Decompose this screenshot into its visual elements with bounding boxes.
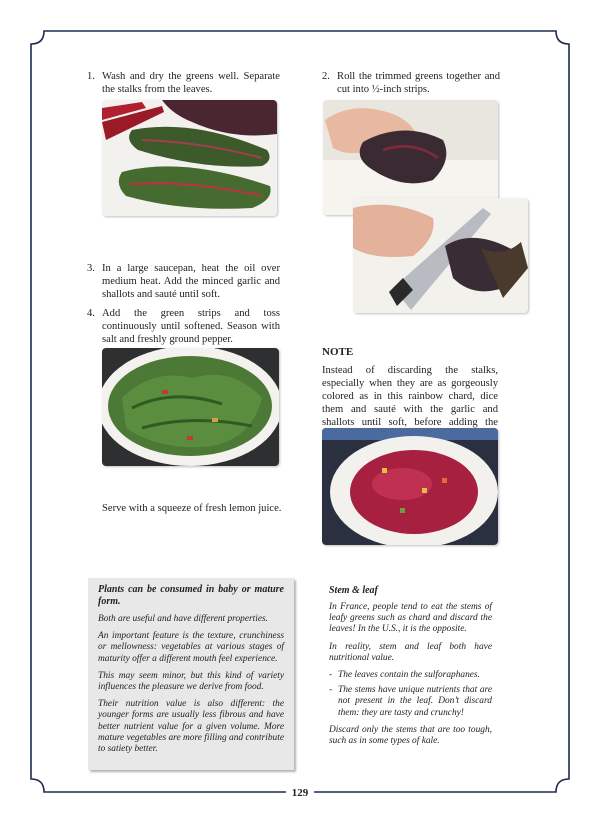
bullet-marker: -: [329, 670, 333, 681]
page-number-wrapper: [0, 787, 600, 799]
box-paragraph: An important feature is the texture, crunchiness or mellowness: vegetables at various stages of maturity offer a different mouth feel experience.: [98, 631, 284, 664]
list-item: [329, 685, 492, 719]
step-number: 4.: [87, 308, 95, 319]
bullet-marker: -: [329, 685, 333, 696]
list-item-text: The leaves contain the sulforaphanes.: [338, 670, 480, 681]
sidebar-list: [329, 670, 492, 719]
serve-suggestion: Serve with a squeeze of fresh lemon juice.: [102, 503, 282, 514]
sidebar-paragraph: In reality, stem and leaf both have nutritional value.: [329, 641, 492, 663]
step-text: Wash and dry the greens well. Separate the stalks from the leaves.: [102, 71, 280, 95]
sidebar-paragraph: In France, people tend to eat the stems of leafy greens such as chard and discard the leaves! In the U.S., it is the opposite.: [329, 602, 492, 635]
step-number: 2.: [322, 71, 330, 82]
maturity-info-box: [88, 578, 294, 770]
step-text: Add the green strips and toss continuously until softened. Season with salt and freshly ground pepper.: [102, 308, 280, 345]
step-3: [87, 262, 280, 301]
box-paragraph: This may seem minor, but this kind of variety influences the pleasure we derive from food.: [98, 670, 284, 693]
stem-leaf-sidebar: [329, 585, 492, 753]
list-item-text: The stems have unique nutrients that are not present in the leaf. Don’t discard them: they are tasty and crunchy!: [338, 685, 492, 718]
box-paragraph: Both are useful and have different properties.: [98, 614, 269, 624]
step-number: 1.: [87, 71, 95, 82]
sidebar-paragraph: Discard only the stems that are too tough, such as in some types of kale.: [329, 724, 492, 747]
step-1: [87, 70, 280, 96]
list-item: [329, 670, 492, 681]
step-4: [87, 307, 280, 346]
diced-stalks-photo: [322, 428, 498, 545]
cutting-strips-photo: [353, 198, 528, 313]
greens-in-pan-photo: [102, 348, 279, 466]
sidebar-heading: Stem & leaf: [329, 585, 378, 596]
note-heading: NOTE: [322, 346, 354, 358]
box-paragraph: Their nutrition value is also different: the younger forms are usually less fibrous and have better nutrient value for a given volume. More mature vegetables are more filling and contribute to satiety better.: [98, 699, 284, 755]
step-2: [322, 70, 500, 96]
box-heading: Plants can be consumed in baby or mature form.: [98, 584, 284, 607]
step-text: In a large saucepan, heat the oil over medium heat. Add the minced garlic and shallots and sauté until soft.: [102, 263, 280, 300]
step-number: 3.: [87, 263, 95, 274]
page-number: 129: [286, 787, 315, 799]
step-text: Roll the trimmed greens together and cut into ½-inch strips.: [337, 71, 500, 95]
note-text: Instead of discarding the stalks, especially when they are as gorgeously colored as in this rainbow chard, dice them and sauté with the garlic and shallots until soft, before adding the: [322, 365, 498, 428]
chard-leaves-photo: [102, 100, 277, 216]
